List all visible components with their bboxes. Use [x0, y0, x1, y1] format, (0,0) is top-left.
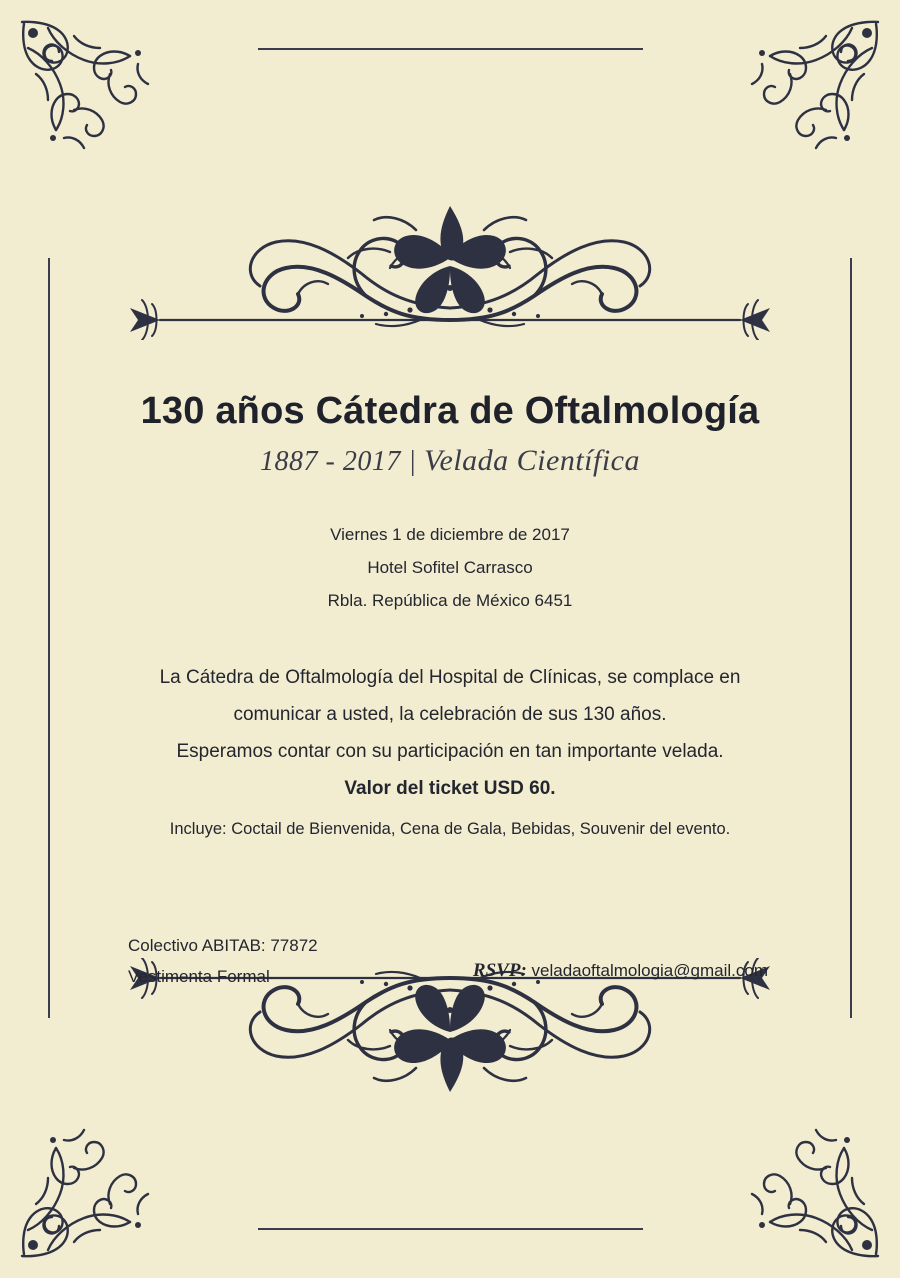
rsvp-label: RSVP:: [472, 960, 527, 981]
floral-divider-icon-top: [90, 170, 810, 340]
border-rule-left: [48, 258, 50, 1018]
subtitle-years: 1887 - 2017 |: [260, 445, 425, 477]
event-details: [90, 518, 810, 617]
includes-line: Incluye: Coctail de Bienvenida, Cena de Gala, Bebidas, Souvenir del evento.: [169, 820, 731, 839]
border-rule-top: [258, 48, 643, 50]
corner-flourish-icon-top-right: [736, 14, 886, 164]
border-rule-right: [850, 258, 852, 1018]
dress-code: Vestimenta Formal: [128, 967, 270, 987]
corner-flourish-icon-bottom-left: [14, 1114, 164, 1264]
subtitle: [90, 444, 810, 478]
collective-payment-info: Colectivo ABITAB: 77872: [128, 936, 318, 955]
corner-flourish-icon-top-left: [14, 14, 164, 164]
rsvp-block: [473, 930, 772, 982]
border-rule-bottom: [258, 1228, 643, 1230]
event-date: Viernes 1 de diciembre de 2017: [330, 524, 570, 544]
invitation-content: [90, 390, 810, 845]
footer-left-block: [128, 930, 318, 993]
invitation-body: [90, 659, 810, 845]
body-line-3: Esperamos contar con su participación en tan importante velada.: [176, 741, 724, 763]
rsvp-email[interactable]: veladaoftalmologia@gmail.com: [526, 961, 768, 980]
body-line-1: La Cátedra de Oftalmología del Hospital de Clínicas, se complace en: [159, 667, 741, 689]
corner-flourish-icon-bottom-right: [736, 1114, 886, 1264]
body-line-2: comunicar a usted, la celebración de sus 130 años.: [233, 704, 667, 726]
event-venue: Hotel Sofitel Carrasco: [367, 557, 533, 577]
subtitle-script: Velada Científica: [424, 443, 640, 477]
invitation-footer: [128, 930, 772, 993]
ticket-price: Valor del ticket USD 60.: [344, 778, 556, 800]
page-title: 130 años Cátedra de Oftalmología: [140, 390, 760, 432]
event-address: Rbla. República de México 6451: [327, 590, 573, 610]
